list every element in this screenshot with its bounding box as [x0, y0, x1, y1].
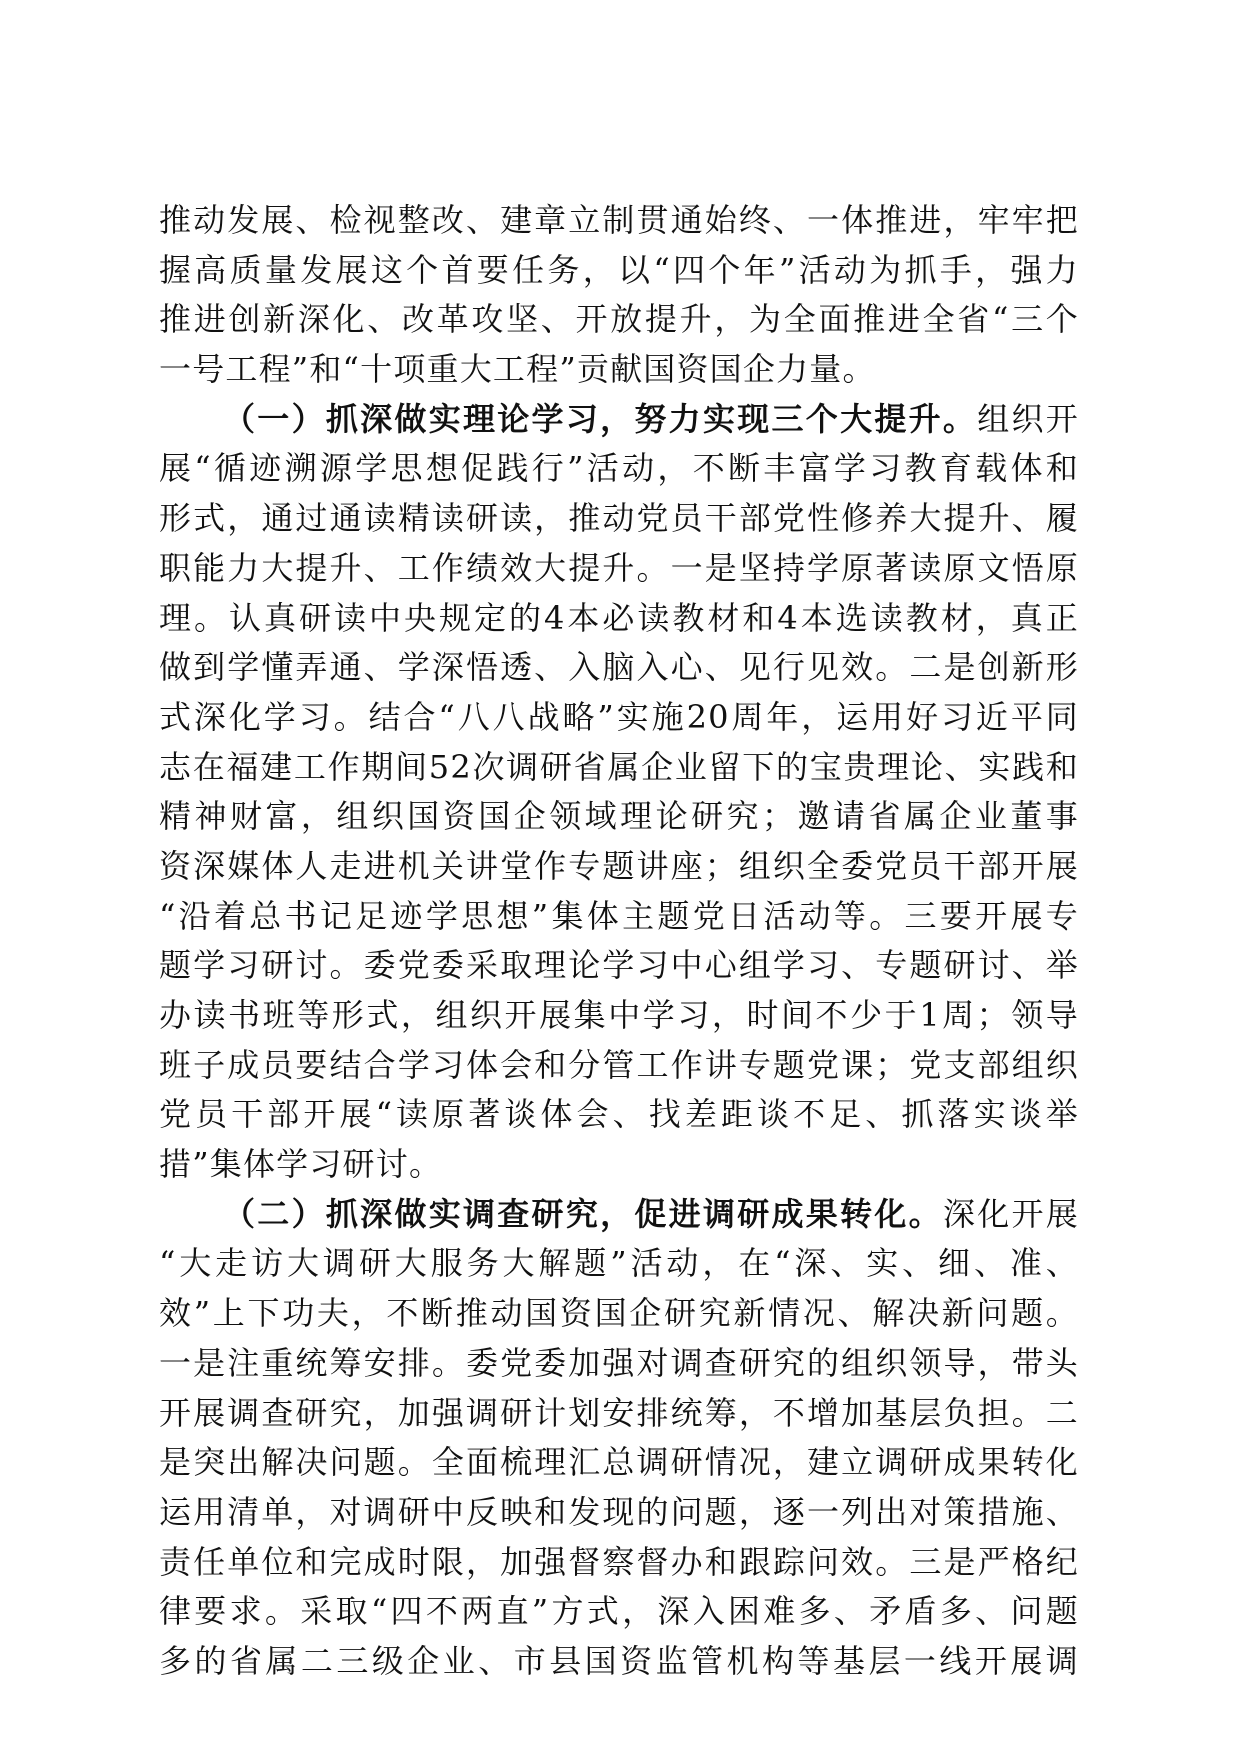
- text-line: 是突出解决问题。全面梳理汇总调研情况，建立调研成果转化: [159, 1443, 1079, 1482]
- text-line: 开展调查研究，加强调研计划安排统筹，不增加基层负担。二: [159, 1393, 1079, 1432]
- text-line: 做到学懂弄通、学深悟透、入脑入心、见行见效。二是创新形: [159, 648, 1079, 687]
- text-line: 推进创新深化、改革攻坚、开放提升，为全面推进全省“三个: [159, 300, 1079, 339]
- text-line: 职能力大提升、工作绩效大提升。一是坚持学原著读原文悟原: [159, 548, 1079, 587]
- text-line: 握高质量发展这个首要任务，以“四个年”活动为抓手，强力: [159, 250, 1079, 289]
- text-line: 式深化学习。结合“八八战略”实施20周年，运用好习近平同: [159, 697, 1079, 736]
- text-line: 志在福建工作期间52次调研省属企业留下的宝贵理论、实践和: [159, 747, 1079, 786]
- text-line: “大走访大调研大服务大解题”活动，在“深、实、细、准、: [159, 1244, 1079, 1283]
- text-line: 形式，通过通读精读研读，推动党员干部党性修养大提升、履: [159, 499, 1079, 538]
- section-heading-line: [159, 395, 1079, 445]
- text-line: 理。认真研读中央规定的4本必读教材和4本选读教材，真正: [159, 598, 1079, 637]
- section-heading-line: [159, 1190, 1079, 1240]
- text-line: 精神财富，组织国资国企领域理论研究；邀请省属企业董事: [159, 797, 1079, 836]
- text-line: “沿着总书记足迹学思想”集体主题党日活动等。三要开展专: [159, 896, 1079, 935]
- text-line: 资深媒体人走进机关讲堂作专题讲座；组织全委党员干部开展: [159, 846, 1079, 885]
- text-line: 多的省属二三级企业、市县国资监管机构等基层一线开展调: [159, 1641, 1079, 1680]
- text-line: 措”集体学习研讨。: [159, 1145, 443, 1184]
- text-line: 办读书班等形式，组织开展集中学习，时间不少于1周；领导: [159, 996, 1079, 1034]
- text-line: 运用清单，对调研中反映和发现的问题，逐一列出对策措施、: [159, 1492, 1079, 1531]
- text-line: 一号工程”和“十项重大工程”贡献国资国企力量。: [159, 350, 876, 389]
- section-heading: （二）抓深做实调查研究，促进调研成果转化。: [223, 1194, 943, 1233]
- text-run: 组织开: [977, 399, 1079, 438]
- text-run: 深化开展: [942, 1194, 1079, 1233]
- text-line: 责任单位和完成时限，加强督察督办和跟踪问效。三是严格纪: [159, 1542, 1079, 1581]
- text-line: 党员干部开展“读原著谈体会、找差距谈不足、抓落实谈举: [159, 1095, 1079, 1134]
- text-line: 推动发展、检视整改、建章立制贯通始终、一体推进，牢牢把: [159, 201, 1079, 239]
- section-heading: （一）抓深做实理论学习，努力实现三个大提升。: [223, 399, 978, 438]
- text-line: 展“循迹溯源学思想促践行”活动，不断丰富学习教育载体和: [159, 449, 1079, 488]
- text-line: 题学习研讨。委党委采取理论学习中心组学习、专题研讨、举: [159, 946, 1079, 985]
- text-line: 一是注重统筹安排。委党委加强对调查研究的组织领导，带头: [159, 1343, 1079, 1382]
- body-text: [159, 196, 1079, 1687]
- text-line: 效”上下功夫，不断推动国资国企研究新情况、解决新问题。: [159, 1294, 1079, 1333]
- text-line: 班子成员要结合学习体会和分管工作讲专题党课；党支部组织: [159, 1045, 1079, 1084]
- text-line: 律要求。采取“四不两直”方式，深入困难多、矛盾多、问题: [159, 1592, 1079, 1631]
